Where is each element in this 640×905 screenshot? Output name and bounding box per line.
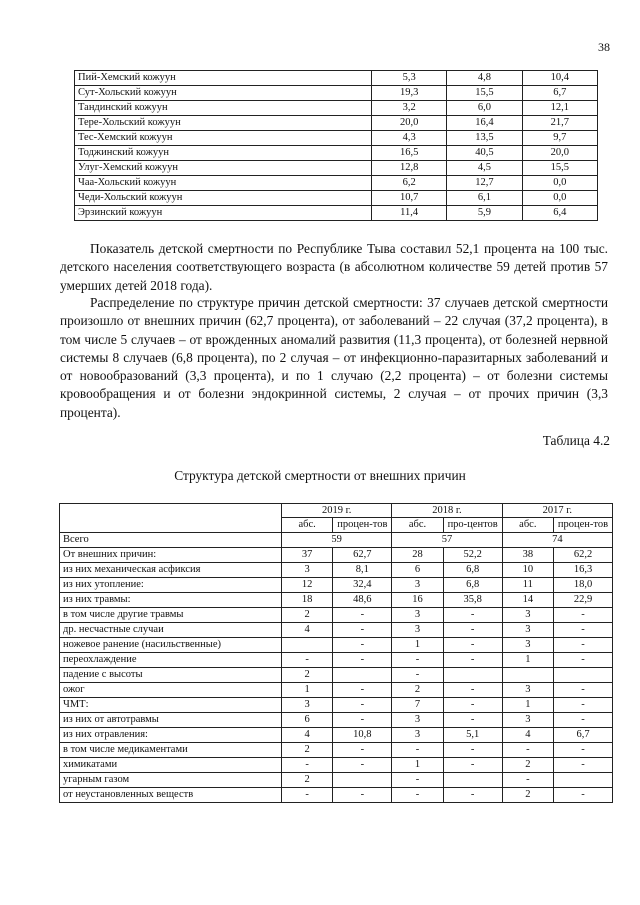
district-name: Тандинский кожуун — [75, 101, 372, 116]
pct-2019: - — [333, 608, 392, 623]
cause-label: из них травмы: — [60, 593, 282, 608]
cause-label: ножевое ранение (насильственные) — [60, 638, 282, 653]
pct-2018 — [443, 773, 502, 788]
abs-2017: 3 — [502, 638, 553, 653]
district-mortality-table — [74, 70, 598, 221]
table-row — [75, 191, 598, 206]
cause-label: из них механическая асфиксия — [60, 563, 282, 578]
value-cell: 6,4 — [522, 206, 597, 221]
total-2019: 59 — [282, 533, 392, 548]
abs-2018: 3 — [392, 728, 443, 743]
abs-2018: - — [392, 743, 443, 758]
abs-2018: - — [392, 653, 443, 668]
pct-2017: 62,2 — [554, 548, 613, 563]
subheader-abs: абс. — [502, 518, 553, 533]
value-cell: 5,3 — [372, 71, 447, 86]
abs-2018: - — [392, 788, 443, 803]
abs-2018: 7 — [392, 698, 443, 713]
table-row — [60, 653, 613, 668]
table-row — [75, 146, 598, 161]
abs-2017: 3 — [502, 713, 553, 728]
pct-2018: - — [443, 638, 502, 653]
value-cell: 6,1 — [447, 191, 522, 206]
value-cell: 16,4 — [447, 116, 522, 131]
pct-2018: - — [443, 758, 502, 773]
abs-2018: - — [392, 773, 443, 788]
district-name: Эрзинский кожуун — [75, 206, 372, 221]
table-row — [60, 563, 613, 578]
cause-label: от неустановленных веществ — [60, 788, 282, 803]
value-cell: 20,0 — [372, 116, 447, 131]
cause-label: переохлаждение — [60, 653, 282, 668]
paragraph-cause-distribution: Распределение по структуре причин детской смертности: 37 случаев детской смертности произошло от внешних причин (62,7 процента), от заболеваний – 22 случая (37,2 процента), в том числе 5 случаев – от врожденных аномалий развития (11,3 процента), от болезней нервной системы 8 случаев (6,8 процента), по 2 случая – от инфекционно-паразитарных заболеваний и от новообразований (3,3 процента), и по 1 случаю (2,2 процента) – от болезни системы кровообращения и от болезни эндокринной системы, 2 случая – от прочих причин (3,3 процента). — [60, 295, 608, 420]
table-row — [75, 101, 598, 116]
total-label: Всего — [60, 533, 282, 548]
district-name: Тере-Хольский кожуун — [75, 116, 372, 131]
value-cell: 6,0 — [447, 101, 522, 116]
value-cell: 0,0 — [522, 191, 597, 206]
total-2017: 74 — [502, 533, 612, 548]
cause-label: химикатами — [60, 758, 282, 773]
pct-2018: - — [443, 653, 502, 668]
abs-2019 — [282, 638, 333, 653]
abs-2018: 28 — [392, 548, 443, 563]
abs-2017: 10 — [502, 563, 553, 578]
table-row — [60, 713, 613, 728]
cause-label: ожог — [60, 683, 282, 698]
abs-2017: 4 — [502, 728, 553, 743]
abs-2018: 3 — [392, 578, 443, 593]
pct-2019: - — [333, 698, 392, 713]
pct-2017: 18,0 — [554, 578, 613, 593]
abs-2017: 1 — [502, 698, 553, 713]
table-row — [60, 578, 613, 593]
subheader-pct: про-центов — [443, 518, 502, 533]
pct-2017: 16,3 — [554, 563, 613, 578]
abs-2018: 3 — [392, 608, 443, 623]
pct-2019: - — [333, 713, 392, 728]
pct-2018: - — [443, 698, 502, 713]
subheader-abs: абс. — [282, 518, 333, 533]
pct-2019: - — [333, 743, 392, 758]
pct-2019 — [333, 773, 392, 788]
page-number: 38 — [598, 40, 610, 54]
subheader-pct: процен-тов — [333, 518, 392, 533]
pct-2019: - — [333, 638, 392, 653]
abs-2019: 18 — [282, 593, 333, 608]
abs-2019: 37 — [282, 548, 333, 563]
pct-2018: - — [443, 743, 502, 758]
pct-2018: 6,8 — [443, 563, 502, 578]
pct-2017: - — [554, 608, 613, 623]
abs-2019: - — [282, 788, 333, 803]
pct-2017: - — [554, 788, 613, 803]
subheader-pct: процен-тов — [554, 518, 613, 533]
value-cell: 4,5 — [447, 161, 522, 176]
value-cell: 15,5 — [447, 86, 522, 101]
header-year-2017: 2017 г. — [502, 504, 612, 518]
table-row — [60, 683, 613, 698]
cause-label: От внешних причин: — [60, 548, 282, 563]
pct-2017: - — [554, 698, 613, 713]
cause-label: угарным газом — [60, 773, 282, 788]
table-row — [60, 638, 613, 653]
table-row — [60, 773, 613, 788]
district-name: Улуг-Хемский кожуун — [75, 161, 372, 176]
table-title: Структура детской смертности от внешних причин — [174, 468, 466, 483]
abs-2017: 14 — [502, 593, 553, 608]
table-row — [60, 623, 613, 638]
district-name: Тес-Хемский кожуун — [75, 131, 372, 146]
paragraph-child-mortality-rate: Показатель детской смертности по Республике Тыва составил 52,1 процента на 100 тыс. детского населения соответствующего возраста (в абсолютном количестве 59 детей против 57 умерших детей 2018 года). — [60, 241, 608, 293]
table-row — [75, 86, 598, 101]
district-name: Тоджинский кожуун — [75, 146, 372, 161]
pct-2019: - — [333, 758, 392, 773]
subheader-abs: абс. — [392, 518, 443, 533]
district-name: Сут-Хольский кожуун — [75, 86, 372, 101]
value-cell: 21,7 — [522, 116, 597, 131]
abs-2019: 12 — [282, 578, 333, 593]
value-cell: 4,3 — [372, 131, 447, 146]
abs-2017: 1 — [502, 653, 553, 668]
cause-label: падение с высоты — [60, 668, 282, 683]
value-cell: 12,8 — [372, 161, 447, 176]
value-cell: 16,5 — [372, 146, 447, 161]
pct-2017 — [554, 773, 613, 788]
pct-2018: - — [443, 713, 502, 728]
pct-2018: 5,1 — [443, 728, 502, 743]
abs-2018: 3 — [392, 623, 443, 638]
abs-2018: - — [392, 668, 443, 683]
value-cell: 6,7 — [522, 86, 597, 101]
header-empty-cell — [60, 504, 282, 533]
table-caption: Таблица 4.2 — [542, 433, 610, 448]
pct-2017: - — [554, 758, 613, 773]
pct-2018 — [443, 668, 502, 683]
abs-2018: 1 — [392, 758, 443, 773]
pct-2019: - — [333, 788, 392, 803]
pct-2019 — [333, 668, 392, 683]
abs-2019: 2 — [282, 668, 333, 683]
pct-2017: - — [554, 653, 613, 668]
pct-2017: - — [554, 638, 613, 653]
pct-2019: - — [333, 683, 392, 698]
abs-2017: 3 — [502, 683, 553, 698]
pct-2019: - — [333, 653, 392, 668]
abs-2019: - — [282, 653, 333, 668]
abs-2018: 1 — [392, 638, 443, 653]
abs-2019: 6 — [282, 713, 333, 728]
pct-2019: 62,7 — [333, 548, 392, 563]
district-name: Чаа-Хольский кожуун — [75, 176, 372, 191]
value-cell: 3,2 — [372, 101, 447, 116]
abs-2019: 3 — [282, 563, 333, 578]
cause-label: в том числе другие травмы — [60, 608, 282, 623]
total-2018: 57 — [392, 533, 502, 548]
table-row — [60, 593, 613, 608]
value-cell: 20,0 — [522, 146, 597, 161]
abs-2019: 4 — [282, 728, 333, 743]
abs-2017 — [502, 668, 553, 683]
table-row — [75, 206, 598, 221]
table-row — [60, 608, 613, 623]
cause-label: из них отравления: — [60, 728, 282, 743]
table-row — [60, 758, 613, 773]
value-cell: 19,3 — [372, 86, 447, 101]
pct-2018: - — [443, 608, 502, 623]
value-cell: 4,8 — [447, 71, 522, 86]
header-year-2018: 2018 г. — [392, 504, 502, 518]
table-row — [60, 743, 613, 758]
pct-2018: - — [443, 788, 502, 803]
table-row — [75, 131, 598, 146]
abs-2019: 2 — [282, 608, 333, 623]
pct-2017: - — [554, 743, 613, 758]
abs-2017: 3 — [502, 623, 553, 638]
pct-2017: 22,9 — [554, 593, 613, 608]
abs-2019: 1 — [282, 683, 333, 698]
value-cell: 15,5 — [522, 161, 597, 176]
table-row — [75, 116, 598, 131]
value-cell: 40,5 — [447, 146, 522, 161]
district-name: Пий-Хемский кожуун — [75, 71, 372, 86]
cause-label: из них от автотравмы — [60, 713, 282, 728]
abs-2018: 16 — [392, 593, 443, 608]
value-cell: 12,7 — [447, 176, 522, 191]
abs-2019: 2 — [282, 743, 333, 758]
table-row — [60, 548, 613, 563]
pct-2017 — [554, 668, 613, 683]
cause-label: в том числе медикаментами — [60, 743, 282, 758]
abs-2019: 2 — [282, 773, 333, 788]
table-row — [75, 176, 598, 191]
abs-2018: 6 — [392, 563, 443, 578]
pct-2017: - — [554, 713, 613, 728]
value-cell: 11,4 — [372, 206, 447, 221]
external-causes-table — [59, 503, 613, 803]
abs-2017: 3 — [502, 608, 553, 623]
abs-2019: 3 — [282, 698, 333, 713]
pct-2019: 48,6 — [333, 593, 392, 608]
abs-2019: - — [282, 758, 333, 773]
cause-label: ЧМТ: — [60, 698, 282, 713]
abs-2017: - — [502, 743, 553, 758]
table-row — [60, 728, 613, 743]
pct-2018: 6,8 — [443, 578, 502, 593]
pct-2019: - — [333, 623, 392, 638]
district-name: Чеди-Хольский кожуун — [75, 191, 372, 206]
value-cell: 5,9 — [447, 206, 522, 221]
pct-2017: - — [554, 623, 613, 638]
pct-2019: 8,1 — [333, 563, 392, 578]
value-cell: 10,4 — [522, 71, 597, 86]
abs-2017: 38 — [502, 548, 553, 563]
table-row — [75, 71, 598, 86]
value-cell: 10,7 — [372, 191, 447, 206]
header-year-2019: 2019 г. — [282, 504, 392, 518]
pct-2018: - — [443, 683, 502, 698]
pct-2018: 52,2 — [443, 548, 502, 563]
value-cell: 6,2 — [372, 176, 447, 191]
abs-2017: - — [502, 773, 553, 788]
abs-2017: 2 — [502, 758, 553, 773]
abs-2017: 11 — [502, 578, 553, 593]
pct-2017: 6,7 — [554, 728, 613, 743]
pct-2019: 10,8 — [333, 728, 392, 743]
table-row — [60, 788, 613, 803]
table-row — [60, 698, 613, 713]
abs-2018: 3 — [392, 713, 443, 728]
pct-2019: 32,4 — [333, 578, 392, 593]
value-cell: 9,7 — [522, 131, 597, 146]
pct-2018: 35,8 — [443, 593, 502, 608]
cause-label: из них утопление: — [60, 578, 282, 593]
value-cell: 0,0 — [522, 176, 597, 191]
abs-2017: 2 — [502, 788, 553, 803]
abs-2018: 2 — [392, 683, 443, 698]
value-cell: 12,1 — [522, 101, 597, 116]
abs-2019: 4 — [282, 623, 333, 638]
value-cell: 13,5 — [447, 131, 522, 146]
pct-2018: - — [443, 623, 502, 638]
table-row — [60, 668, 613, 683]
cause-label: др. несчастные случаи — [60, 623, 282, 638]
table-row — [75, 161, 598, 176]
pct-2017: - — [554, 683, 613, 698]
